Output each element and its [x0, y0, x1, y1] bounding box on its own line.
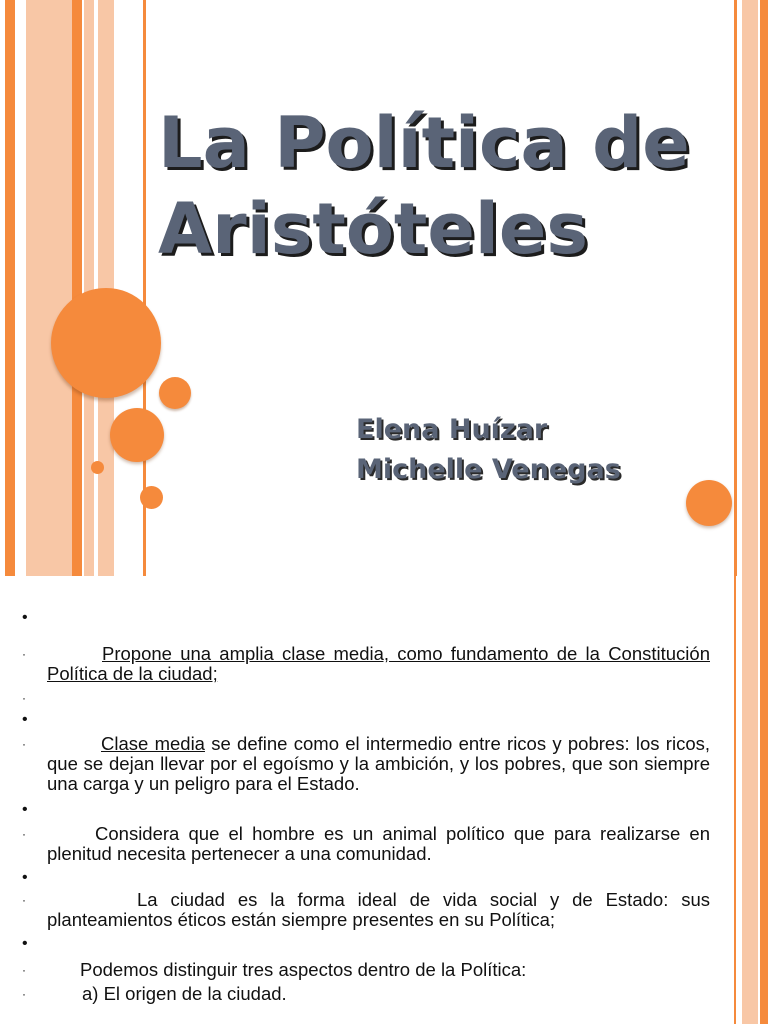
- paragraph-3: [22, 824, 710, 868]
- slide-title: [158, 100, 768, 272]
- title-line-2: Aristóteles: [158, 188, 588, 270]
- bullet-dot: ·: [22, 647, 26, 661]
- tiny-circle: [91, 461, 104, 474]
- author-1: Elena Huízar: [356, 414, 548, 445]
- left-stripe-outer: [5, 0, 15, 576]
- paragraph-5-text: Podemos distinguir tres aspectos dentro de la Política:: [80, 959, 527, 980]
- body-text: [22, 608, 710, 1006]
- slide2-right-stripe-orange: [760, 576, 768, 1024]
- bullet-dot: •: [22, 801, 28, 818]
- bullet-dot: ·: [22, 827, 26, 841]
- right-stripe-orange: [760, 0, 768, 576]
- bullet-dot: •: [22, 935, 28, 952]
- bullet-dot: •: [22, 609, 28, 626]
- paragraph-4-text: La ciudad es la forma ideal de vida social y de Estado: sus planteamientos éticos están siempre presentes en su Política;: [47, 889, 710, 930]
- left-stripe-light: [26, 0, 72, 576]
- bullet-row: [22, 608, 710, 644]
- content-slide: [0, 576, 768, 1024]
- clase-media-term: Clase media: [101, 733, 205, 754]
- slide2-right-stripe-thin: [734, 576, 736, 1024]
- bullet-dot: ·: [22, 737, 26, 751]
- bullet-dot: •: [22, 711, 28, 728]
- paragraph-6-text: a) El origen de la ciudad.: [82, 983, 287, 1004]
- bullet-dot: •: [22, 869, 28, 886]
- large-circle: [51, 288, 161, 398]
- left-stripe-orange: [72, 0, 82, 576]
- right-stripe-light: [742, 0, 758, 576]
- bullet-row: [22, 868, 710, 890]
- paragraph-1-text: Propone una amplia clase media, como fundamento de la Constitución Política de la ciudad;: [47, 643, 710, 684]
- paragraph-4: [22, 890, 710, 934]
- medium-circle: [110, 408, 164, 462]
- bullet-row: [22, 934, 710, 960]
- paragraph-2-text: se define como el intermedio entre ricos y pobres: los ricos, que se dejan llevar por el egoísmo y la ambición, y los pobres, que son siempre una carga y un peligro para el Estado.: [47, 733, 710, 794]
- bullet-dot: ·: [22, 963, 26, 977]
- slide2-right-stripe-light: [742, 576, 758, 1024]
- bullet-dot: ·: [22, 893, 26, 907]
- paragraph-3-text: Considera que el hombre es un animal político que para realizarse en plenitud necesita pertenecer a una comunidad.: [47, 823, 710, 864]
- left-stripe-light-2: [84, 0, 94, 576]
- small-circle-2: [140, 486, 163, 509]
- paragraph-2: [22, 734, 710, 800]
- bullet-row: [22, 710, 710, 734]
- bullet-row: [22, 688, 710, 710]
- bullet-row: [22, 800, 710, 824]
- right-circle: [686, 480, 732, 526]
- paragraph-5: [22, 960, 710, 984]
- bullet-dot: ·: [22, 691, 26, 705]
- right-stripe-thin: [734, 0, 737, 576]
- paragraph-6: [22, 984, 710, 1006]
- small-circle-1: [159, 377, 191, 409]
- paragraph-1: [22, 644, 710, 688]
- title-line-1: La Política de: [158, 102, 690, 184]
- bullet-dot: ·: [22, 987, 26, 1001]
- author-2: Michelle Venegas: [356, 454, 621, 485]
